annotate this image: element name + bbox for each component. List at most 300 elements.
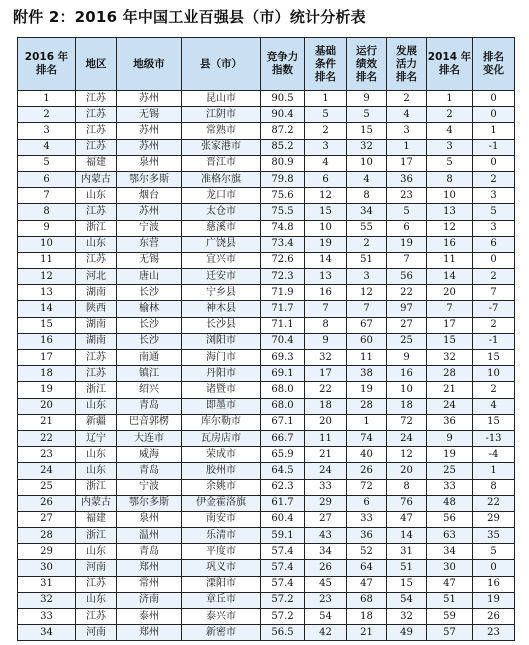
table-row <box>18 576 515 592</box>
cell-rank-change: 0 <box>473 107 515 123</box>
cell-county-city: 浏阳市 <box>182 333 261 349</box>
cell-rank-change: 4 <box>473 398 515 414</box>
cell-foundation-rank: 21 <box>305 447 347 463</box>
cell-competitiveness-index: 57.4 <box>261 560 305 576</box>
cell-rank-2014: 47 <box>427 576 473 592</box>
cell-competitiveness-index: 72.3 <box>261 269 305 285</box>
cell-region: 河南 <box>76 625 117 641</box>
cell-rank-2016: 29 <box>18 544 76 560</box>
cell-rank-change: 2 <box>473 171 515 187</box>
cell-performance-rank: 68 <box>347 592 387 608</box>
table-row <box>18 236 515 252</box>
cell-foundation-rank: 32 <box>305 350 347 366</box>
cell-rank-2016: 26 <box>18 495 76 511</box>
cell-region: 福建 <box>76 511 117 527</box>
cell-foundation-rank: 5 <box>305 107 347 123</box>
cell-prefecture-city: 宁波 <box>117 479 182 495</box>
cell-competitiveness-index: 75.5 <box>261 204 305 220</box>
cell-vitality-rank: 25 <box>387 333 427 349</box>
cell-performance-rank: 38 <box>347 366 387 382</box>
cell-rank-change: 35 <box>473 528 515 544</box>
cell-prefecture-city: 泰州 <box>117 609 182 625</box>
cell-prefecture-city: 温州 <box>117 528 182 544</box>
cell-vitality-rank: 17 <box>387 155 427 171</box>
cell-competitiveness-index: 59.1 <box>261 528 305 544</box>
cell-region: 江苏 <box>76 366 117 382</box>
cell-foundation-rank: 3 <box>305 139 347 155</box>
column-header-line: 绩效 <box>356 57 377 70</box>
cell-rank-2016: 3 <box>18 123 76 139</box>
cell-rank-2016: 23 <box>18 447 76 463</box>
table-row <box>18 269 515 285</box>
cell-performance-rank: 7 <box>347 301 387 317</box>
column-header-line: 竞争力 <box>266 51 299 63</box>
cell-rank-2014: 56 <box>427 511 473 527</box>
cell-vitality-rank: 2 <box>387 91 427 107</box>
cell-vitality-rank: 22 <box>387 285 427 301</box>
cell-vitality-rank: 51 <box>387 560 427 576</box>
cell-rank-2014: 63 <box>427 528 473 544</box>
cell-vitality-rank: 9 <box>387 350 427 366</box>
cell-county-city: 溧阳市 <box>182 576 261 592</box>
cell-rank-change: 0 <box>473 252 515 268</box>
cell-county-city: 乐清市 <box>182 528 261 544</box>
cell-county-city: 即墨市 <box>182 398 261 414</box>
table-row <box>18 495 515 511</box>
cell-prefecture-city: 唐山 <box>117 269 182 285</box>
cell-region: 河南 <box>76 560 117 576</box>
cell-prefecture-city: 长沙 <box>117 285 182 301</box>
cell-foundation-rank: 24 <box>305 463 347 479</box>
cell-vitality-rank: 16 <box>387 366 427 382</box>
cell-foundation-rank: 17 <box>305 366 347 382</box>
cell-competitiveness-index: 90.4 <box>261 107 305 123</box>
cell-foundation-rank: 7 <box>305 301 347 317</box>
cell-rank-2014: 1 <box>427 91 473 107</box>
cell-foundation-rank: 11 <box>305 430 347 446</box>
table-row <box>18 398 515 414</box>
cell-foundation-rank: 14 <box>305 252 347 268</box>
cell-rank-2014: 11 <box>427 252 473 268</box>
cell-vitality-rank: 97 <box>387 301 427 317</box>
cell-competitiveness-index: 71.1 <box>261 317 305 333</box>
cell-region: 山东 <box>76 544 117 560</box>
cell-rank-change: 1 <box>473 463 515 479</box>
cell-county-city: 晋江市 <box>182 155 261 171</box>
cell-performance-rank: 32 <box>347 139 387 155</box>
cell-foundation-rank: 29 <box>305 495 347 511</box>
cell-region: 江苏 <box>76 139 117 155</box>
cell-competitiveness-index: 79.8 <box>261 171 305 187</box>
cell-rank-change: 5 <box>473 544 515 560</box>
cell-region: 浙江 <box>76 382 117 398</box>
cell-competitiveness-index: 87.2 <box>261 123 305 139</box>
cell-performance-rank: 12 <box>347 285 387 301</box>
cell-rank-2014: 51 <box>427 592 473 608</box>
cell-vitality-rank: 49 <box>387 625 427 641</box>
column-header-line: 2016 年 <box>24 51 69 63</box>
cell-vitality-rank: 5 <box>387 204 427 220</box>
cell-county-city: 太仓市 <box>182 204 261 220</box>
cell-competitiveness-index: 64.5 <box>261 463 305 479</box>
cell-vitality-rank: 24 <box>387 430 427 446</box>
cell-competitiveness-index: 85.2 <box>261 139 305 155</box>
cell-county-city: 伊金霍洛旗 <box>182 495 261 511</box>
column-header-line: 排名 <box>36 64 57 76</box>
cell-region: 江苏 <box>76 204 117 220</box>
column-header-line: 县（市） <box>200 57 242 70</box>
cell-rank-2016: 27 <box>18 511 76 527</box>
cell-performance-rank: 15 <box>347 123 387 139</box>
cell-county-city: 广饶县 <box>182 236 261 252</box>
cell-prefecture-city: 东营 <box>117 236 182 252</box>
cell-rank-2014: 4 <box>427 123 473 139</box>
cell-performance-rank: 5 <box>347 107 387 123</box>
table-row <box>18 609 515 625</box>
column-header-line: 基础 <box>315 44 336 57</box>
cell-rank-2014: 10 <box>427 188 473 204</box>
cell-county-city: 宁乡县 <box>182 285 261 301</box>
table-row <box>18 447 515 463</box>
cell-rank-2014: 32 <box>427 350 473 366</box>
cell-rank-change: 3 <box>473 220 515 236</box>
cell-county-city: 胶州市 <box>182 463 261 479</box>
cell-rank-change: 0 <box>473 91 515 107</box>
cell-rank-2014: 2 <box>427 107 473 123</box>
cell-rank-2016: 25 <box>18 479 76 495</box>
cell-foundation-rank: 43 <box>305 528 347 544</box>
cell-rank-2016: 15 <box>18 317 76 333</box>
column-header-performance-rank <box>347 38 387 91</box>
table-row <box>18 91 515 107</box>
cell-region: 山东 <box>76 447 117 463</box>
cell-vitality-rank: 18 <box>387 398 427 414</box>
table-row <box>18 511 515 527</box>
cell-region: 江苏 <box>76 123 117 139</box>
cell-region: 内蒙古 <box>76 171 117 187</box>
table-row <box>18 188 515 204</box>
cell-rank-2014: 3 <box>427 139 473 155</box>
cell-rank-change: 29 <box>473 511 515 527</box>
cell-prefecture-city: 大连市 <box>117 430 182 446</box>
cell-foundation-rank: 8 <box>305 317 347 333</box>
cell-competitiveness-index: 60.4 <box>261 511 305 527</box>
cell-rank-2016: 24 <box>18 463 76 479</box>
cell-prefecture-city: 绍兴 <box>117 382 182 398</box>
cell-rank-2016: 5 <box>18 155 76 171</box>
cell-region: 江苏 <box>76 91 117 107</box>
cell-performance-rank: 64 <box>347 560 387 576</box>
cell-rank-2014: 59 <box>427 609 473 625</box>
cell-prefecture-city: 泉州 <box>117 511 182 527</box>
cell-rank-change: -4 <box>473 447 515 463</box>
cell-region: 湖南 <box>76 285 117 301</box>
column-header-vitality-rank <box>387 38 427 91</box>
cell-performance-rank: 36 <box>347 528 387 544</box>
cell-rank-2014: 8 <box>427 171 473 187</box>
cell-vitality-rank: 19 <box>387 236 427 252</box>
cell-foundation-rank: 20 <box>305 414 347 430</box>
cell-county-city: 海门市 <box>182 350 261 366</box>
cell-prefecture-city: 青岛 <box>117 544 182 560</box>
cell-foundation-rank: 26 <box>305 560 347 576</box>
document-title: 附件 2：2016 年中国工业百强县（市）统计分析表 <box>13 8 366 26</box>
cell-vitality-rank: 4 <box>387 107 427 123</box>
cell-vitality-rank: 12 <box>387 447 427 463</box>
cell-rank-2016: 16 <box>18 333 76 349</box>
table-row <box>18 285 515 301</box>
cell-prefecture-city: 巴音郭楞 <box>117 414 182 430</box>
cell-county-city: 平度市 <box>182 544 261 560</box>
cell-vitality-rank: 8 <box>387 479 427 495</box>
cell-competitiveness-index: 62.3 <box>261 479 305 495</box>
cell-region: 江苏 <box>76 107 117 123</box>
cell-vitality-rank: 1 <box>387 139 427 155</box>
cell-rank-2016: 22 <box>18 430 76 446</box>
table-row <box>18 528 515 544</box>
cell-competitiveness-index: 75.6 <box>261 188 305 204</box>
cell-rank-change: 0 <box>473 560 515 576</box>
column-header-region <box>76 38 117 91</box>
cell-prefecture-city: 榆林 <box>117 301 182 317</box>
cell-rank-2016: 32 <box>18 592 76 608</box>
cell-prefecture-city: 郑州 <box>117 560 182 576</box>
cell-performance-rank: 10 <box>347 155 387 171</box>
cell-vitality-rank: 36 <box>387 171 427 187</box>
cell-performance-rank: 19 <box>347 382 387 398</box>
cell-foundation-rank: 54 <box>305 609 347 625</box>
cell-county-city: 荣成市 <box>182 447 261 463</box>
cell-prefecture-city: 南通 <box>117 350 182 366</box>
cell-foundation-rank: 34 <box>305 544 347 560</box>
cell-rank-2014: 5 <box>427 155 473 171</box>
table-row <box>18 625 515 641</box>
table-row <box>18 317 515 333</box>
cell-prefecture-city: 苏州 <box>117 204 182 220</box>
cell-county-city: 慈溪市 <box>182 220 261 236</box>
cell-foundation-rank: 27 <box>305 511 347 527</box>
cell-rank-2016: 34 <box>18 625 76 641</box>
cell-rank-change: 22 <box>473 495 515 511</box>
cell-rank-change: 15 <box>473 414 515 430</box>
cell-region: 江苏 <box>76 252 117 268</box>
cell-rank-2016: 14 <box>18 301 76 317</box>
column-header-line: 地区 <box>85 57 107 70</box>
cell-performance-rank: 51 <box>347 252 387 268</box>
cell-rank-2014: 25 <box>427 463 473 479</box>
cell-performance-rank: 21 <box>347 625 387 641</box>
cell-vitality-rank: 72 <box>387 414 427 430</box>
column-header-line: 指数 <box>272 64 293 76</box>
cell-vitality-rank: 47 <box>387 511 427 527</box>
cell-foundation-rank: 12 <box>305 188 347 204</box>
cell-region: 山东 <box>76 463 117 479</box>
cell-rank-change: -13 <box>473 430 515 446</box>
cell-rank-2014: 28 <box>427 366 473 382</box>
statistics-table <box>17 37 515 641</box>
cell-performance-rank: 40 <box>347 447 387 463</box>
cell-performance-rank: 74 <box>347 430 387 446</box>
cell-rank-2014: 20 <box>427 285 473 301</box>
table-row <box>18 430 515 446</box>
cell-rank-2016: 21 <box>18 414 76 430</box>
cell-county-city: 龙口市 <box>182 188 261 204</box>
cell-region: 浙江 <box>76 220 117 236</box>
cell-performance-rank: 26 <box>347 463 387 479</box>
cell-county-city: 余姚市 <box>182 479 261 495</box>
table-row <box>18 220 515 236</box>
column-header-rank-change <box>473 38 515 91</box>
cell-county-city: 江阴市 <box>182 107 261 123</box>
cell-region: 新疆 <box>76 414 117 430</box>
cell-competitiveness-index: 90.5 <box>261 91 305 107</box>
cell-prefecture-city: 宁波 <box>117 220 182 236</box>
cell-prefecture-city: 烟台 <box>117 188 182 204</box>
cell-rank-change: 0 <box>473 155 515 171</box>
cell-region: 山东 <box>76 188 117 204</box>
cell-performance-rank: 18 <box>347 609 387 625</box>
cell-competitiveness-index: 67.1 <box>261 414 305 430</box>
cell-rank-2014: 15 <box>427 333 473 349</box>
column-header-line: 排名 <box>439 64 460 76</box>
cell-competitiveness-index: 66.7 <box>261 430 305 446</box>
cell-vitality-rank: 7 <box>387 252 427 268</box>
cell-competitiveness-index: 65.9 <box>261 447 305 463</box>
cell-foundation-rank: 1 <box>305 91 347 107</box>
cell-performance-rank: 2 <box>347 236 387 252</box>
column-header-county-city <box>182 38 261 91</box>
column-header-line: 运行 <box>356 44 377 57</box>
cell-rank-2014: 24 <box>427 398 473 414</box>
cell-prefecture-city: 常州 <box>117 576 182 592</box>
cell-rank-change: 23 <box>473 625 515 641</box>
cell-performance-rank: 1 <box>347 414 387 430</box>
cell-county-city: 常熟市 <box>182 123 261 139</box>
table-row <box>18 463 515 479</box>
column-header-line: 地级市 <box>133 57 165 70</box>
cell-foundation-rank: 2 <box>305 123 347 139</box>
column-header-line: 条件 <box>315 57 336 70</box>
cell-prefecture-city: 郑州 <box>117 625 182 641</box>
cell-county-city: 准格尔旗 <box>182 171 261 187</box>
header-row <box>18 38 515 91</box>
cell-county-city: 宜兴市 <box>182 252 261 268</box>
cell-prefecture-city: 威海 <box>117 447 182 463</box>
cell-region: 江苏 <box>76 350 117 366</box>
cell-county-city: 迁安市 <box>182 269 261 285</box>
cell-rank-2014: 9 <box>427 430 473 446</box>
cell-rank-2016: 4 <box>18 139 76 155</box>
cell-vitality-rank: 76 <box>387 495 427 511</box>
column-header-line: 发展 <box>396 44 417 57</box>
cell-vitality-rank: 31 <box>387 544 427 560</box>
cell-rank-change: -7 <box>473 301 515 317</box>
cell-performance-rank: 28 <box>347 398 387 414</box>
cell-competitiveness-index: 80.9 <box>261 155 305 171</box>
cell-rank-2016: 6 <box>18 171 76 187</box>
table-row <box>18 592 515 608</box>
cell-region: 江苏 <box>76 576 117 592</box>
cell-prefecture-city: 鄂尔多斯 <box>117 171 182 187</box>
cell-county-city: 南安市 <box>182 511 261 527</box>
table-row <box>18 414 515 430</box>
cell-rank-2014: 12 <box>427 220 473 236</box>
cell-performance-rank: 52 <box>347 544 387 560</box>
cell-vitality-rank: 32 <box>387 609 427 625</box>
cell-rank-change: 26 <box>473 609 515 625</box>
cell-competitiveness-index: 69.1 <box>261 366 305 382</box>
table-body <box>18 91 515 641</box>
cell-prefecture-city: 无锡 <box>117 252 182 268</box>
cell-prefecture-city: 长沙 <box>117 333 182 349</box>
cell-vitality-rank: 10 <box>387 382 427 398</box>
cell-rank-2014: 7 <box>427 301 473 317</box>
column-header-rank-2016 <box>18 38 76 91</box>
cell-rank-2014: 16 <box>427 236 473 252</box>
cell-rank-2016: 9 <box>18 220 76 236</box>
table-row <box>18 123 515 139</box>
cell-competitiveness-index: 71.7 <box>261 301 305 317</box>
cell-county-city: 章丘市 <box>182 592 261 608</box>
cell-vitality-rank: 23 <box>387 188 427 204</box>
cell-performance-rank: 60 <box>347 333 387 349</box>
cell-performance-rank: 4 <box>347 171 387 187</box>
cell-rank-2016: 19 <box>18 382 76 398</box>
cell-vitality-rank: 14 <box>387 528 427 544</box>
cell-prefecture-city: 苏州 <box>117 139 182 155</box>
cell-region: 湖南 <box>76 333 117 349</box>
cell-rank-change: 19 <box>473 592 515 608</box>
cell-competitiveness-index: 72.6 <box>261 252 305 268</box>
cell-competitiveness-index: 71.9 <box>261 285 305 301</box>
column-header-rank-2014 <box>427 38 473 91</box>
cell-rank-change: 2 <box>473 382 515 398</box>
cell-competitiveness-index: 56.5 <box>261 625 305 641</box>
column-header-line: 排名 <box>483 51 504 63</box>
cell-rank-2014: 48 <box>427 495 473 511</box>
cell-prefecture-city: 鄂尔多斯 <box>117 495 182 511</box>
cell-rank-2016: 33 <box>18 609 76 625</box>
cell-prefecture-city: 无锡 <box>117 107 182 123</box>
column-header-prefecture-city <box>117 38 182 91</box>
cell-prefecture-city: 长沙 <box>117 317 182 333</box>
cell-rank-2014: 13 <box>427 204 473 220</box>
cell-county-city: 诸暨市 <box>182 382 261 398</box>
cell-performance-rank: 34 <box>347 204 387 220</box>
cell-competitiveness-index: 68.0 <box>261 382 305 398</box>
cell-region: 浙江 <box>76 528 117 544</box>
cell-county-city: 泰兴市 <box>182 609 261 625</box>
cell-rank-change: -1 <box>473 139 515 155</box>
cell-competitiveness-index: 57.4 <box>261 544 305 560</box>
cell-rank-change: 8 <box>473 479 515 495</box>
cell-rank-2016: 2 <box>18 107 76 123</box>
cell-performance-rank: 67 <box>347 317 387 333</box>
table-row <box>18 382 515 398</box>
cell-rank-change: 10 <box>473 366 515 382</box>
table-row <box>18 301 515 317</box>
cell-foundation-rank: 33 <box>305 479 347 495</box>
cell-county-city: 巩义市 <box>182 560 261 576</box>
table-row <box>18 139 515 155</box>
cell-rank-2016: 7 <box>18 188 76 204</box>
table-row <box>18 171 515 187</box>
cell-competitiveness-index: 57.2 <box>261 609 305 625</box>
cell-rank-2016: 1 <box>18 91 76 107</box>
cell-region: 湖南 <box>76 317 117 333</box>
cell-rank-change: 15 <box>473 350 515 366</box>
column-header-line: 2014 年 <box>427 51 472 63</box>
